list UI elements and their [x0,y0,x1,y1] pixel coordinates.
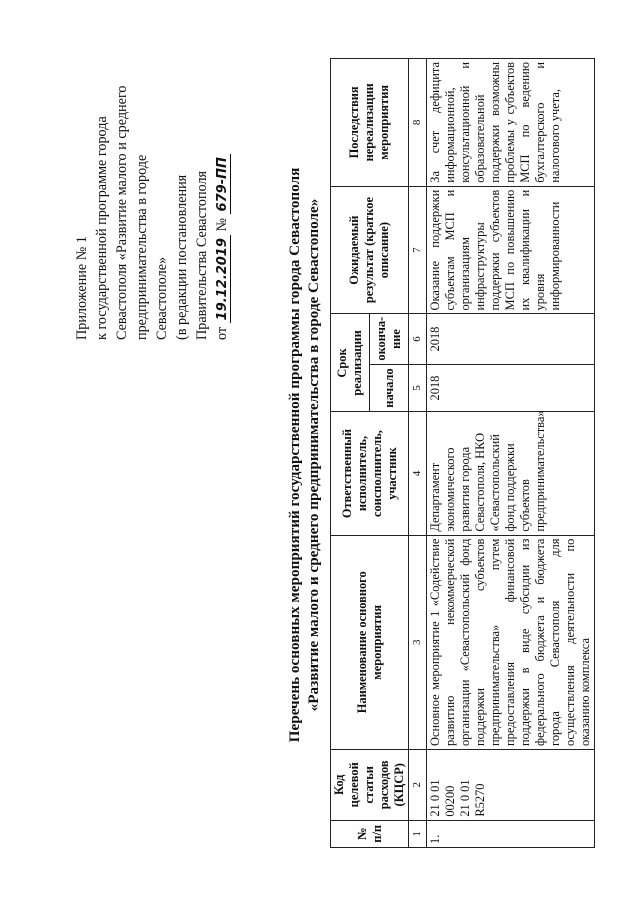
appendix-line: Правительства Севастополя [194,170,210,340]
appendix-line: предпринимательства в городе [134,154,150,340]
row-end: 2018 [427,314,595,364]
row-start: 2018 [427,364,595,412]
appendix-line: к государственной программе города [94,116,110,340]
header-name: Наименование основного мероприятия [331,535,409,749]
column-number: 6 [409,314,427,364]
handwritten-date: 19.12.2019 [215,235,231,323]
column-number: 5 [409,364,427,412]
measures-table [330,58,595,848]
title-line-1: Перечень основных мероприятий государственной программы города Севастополя [286,167,303,743]
header-executor: Ответственный исполнитель, соисполнитель, участник [331,412,409,535]
column-number: 7 [409,186,427,314]
appendix-line: Севастополя «Развитие малого и среднего [114,85,130,340]
row-consequence: За счет дефицита информационной, консультационной и образовательной поддержки возможны проблемы у субъектов МСП по ведению бухгалтерского и налогового учета, [427,59,595,187]
row-code-2: 21 0 01 R5270 [458,779,487,817]
appendix-date-line [212,80,233,340]
appendix-line: Приложение № 1 [74,236,90,340]
header-row [331,59,370,848]
column-number: 2 [409,749,427,820]
header-period: Срок реализации [331,314,370,412]
header-num: № п/п [331,820,409,847]
document-title [285,95,323,815]
column-number: 8 [409,59,427,187]
row-executor: Департамент экономического развития города Севастополя, НКО «Севастопольский фонд поддержки субъектов предпринимательства» [427,412,595,535]
row-name: Основное мероприятие 1 «Содействие развитию некоммерческой организации «Севастопольский фонд поддержки субъектов предпринимательства» путем предоставления финансовой поддержки в виде субсидии из федерального бюджета и бюджета города Севастополя для осуществления деятельности по оказанию комплекса [427,535,595,749]
appendix-line: (в редакции постановления [174,174,190,340]
column-number: 1 [409,820,427,847]
header-result: Ожидаемый результат (краткое описание) [331,186,409,314]
number-prefix: № [214,218,230,232]
header-consequence: Последствия нереализации мероприятия [331,59,409,187]
column-number-row [409,59,427,848]
row-num: 1. [427,820,595,847]
column-number: 4 [409,412,427,535]
handwritten-number: 679-ПП [215,154,231,214]
table-row [427,59,595,848]
row-code-1: 21 0 01 00200 [428,779,457,817]
appendix-block [72,80,233,340]
column-number: 3 [409,535,427,749]
header-start: начало [370,364,409,412]
appendix-line: Севастополе» [154,256,170,340]
row-code [427,749,595,820]
header-code: Код целевой статьи расходов (КЦСР) [331,749,409,820]
date-prefix: от [214,326,230,340]
row-result: Оказание поддержки субъектам МСП и организациям инфраструктуры поддержки субъектов МСП по повышению их квалификации и уровня информированности [427,186,595,314]
title-line-2: «Развитие малого и среднего предпринимательства в городе Севастополе» [305,198,322,712]
header-end: оконча-ние [370,314,409,364]
